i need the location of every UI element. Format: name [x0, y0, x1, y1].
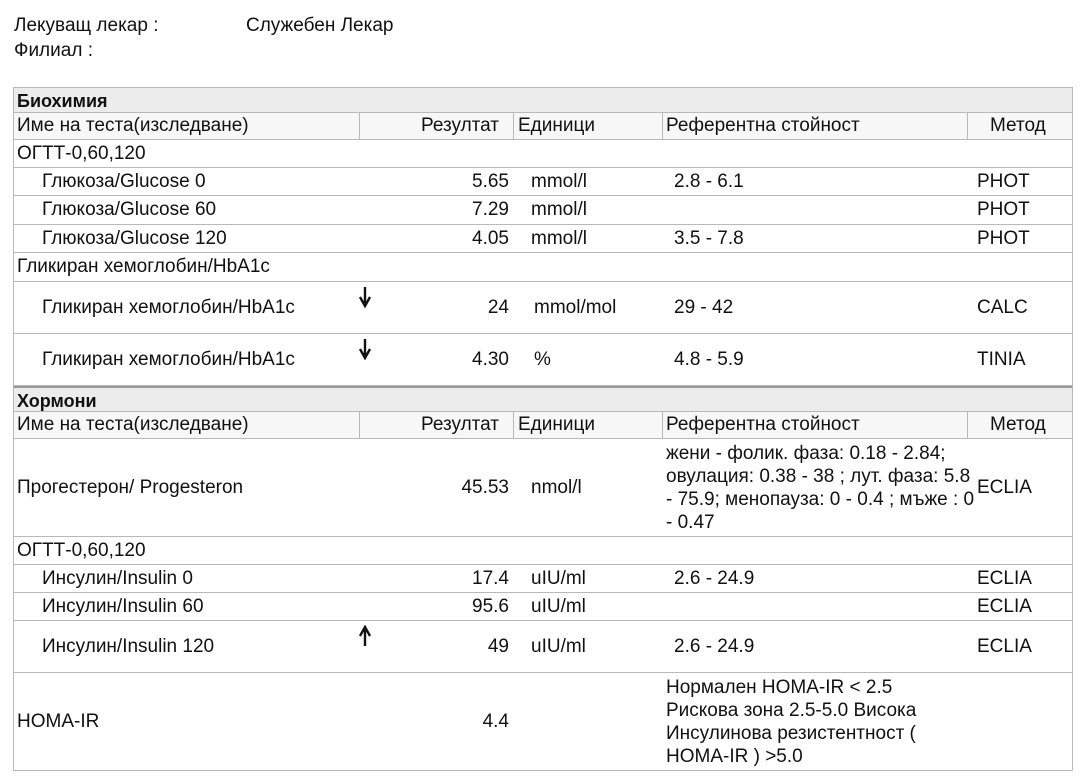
test-result: 24	[487, 296, 509, 318]
table-row	[13, 334, 1073, 386]
test-reference: 29 - 42	[674, 296, 734, 318]
test-units: mmol/l	[531, 227, 587, 249]
doctor-line	[14, 15, 394, 37]
test-method: ECLIA	[977, 635, 1032, 657]
table-row	[13, 673, 1073, 771]
test-reference: 2.6 - 24.9	[674, 635, 755, 657]
test-reference: Нормален HOMA-IR < 2.5 Рискова зона 2.5-5.0 Висока Инсулинова резистентност ( HOMA-IR ) >5.0	[666, 676, 917, 767]
test-result: 95.6	[472, 595, 509, 617]
col-result-header: Резултат	[421, 414, 499, 435]
test-method: ECLIA	[977, 595, 1032, 617]
col-reference-header: Референтна стойност	[666, 115, 860, 136]
test-units: mmol/mol	[534, 296, 617, 318]
group-row	[13, 140, 1073, 168]
test-units: mmol/l	[531, 199, 587, 220]
test-name: Гликиран хемоглобин/HbA1c	[42, 296, 295, 318]
test-result: 7.29	[472, 199, 509, 220]
test-method: ECLIA	[977, 476, 1032, 498]
column-header-row	[13, 412, 1073, 439]
lab-report-table	[13, 87, 1073, 771]
arrow-up-icon	[358, 625, 372, 647]
branch-label: Филиал :	[14, 40, 93, 61]
group-row	[13, 537, 1073, 565]
test-method: TINIA	[977, 348, 1026, 370]
col-reference-header: Референтна стойност	[666, 414, 860, 435]
test-name: Прогестерон/ Progesteron	[17, 476, 244, 498]
test-reference: 3.5 - 7.8	[674, 227, 744, 249]
table-row	[13, 621, 1073, 673]
test-name: Глюкоза/Glucose 60	[42, 199, 217, 220]
col-result-header: Резултат	[421, 115, 499, 136]
test-result: 4.05	[472, 227, 509, 249]
test-units: nmol/l	[531, 476, 582, 498]
test-units: %	[534, 348, 551, 370]
test-method: PHOT	[977, 199, 1030, 220]
test-method: ECLIA	[977, 567, 1032, 589]
group-label: ОГТТ-0,60,120	[17, 539, 146, 561]
branch-line	[14, 40, 93, 62]
col-units-header: Единици	[518, 115, 595, 136]
table-row	[13, 439, 1073, 537]
test-units: uIU/ml	[531, 595, 586, 617]
arrow-down-icon	[358, 286, 372, 308]
col-method-header: Метод	[990, 115, 1046, 136]
group-label: ОГТТ-0,60,120	[17, 142, 146, 164]
test-reference: 2.8 - 6.1	[674, 170, 744, 192]
test-reference: жени - фолик. фаза: 0.18 - 2.84; овулация: 0.38 - 38 ; лут. фаза: 5.8 - 75.9; менопауза: 0 - 0.4 ; мъже : 0 - 0.47	[666, 442, 975, 533]
doctor-label: Лекуващ лекар :	[14, 15, 159, 36]
test-method: PHOT	[977, 227, 1030, 249]
test-method: PHOT	[977, 170, 1030, 192]
test-units: uIU/ml	[531, 635, 586, 657]
col-name-header: Име на теста(изследване)	[17, 414, 249, 435]
test-result: 49	[487, 635, 509, 657]
test-name: Глюкоза/Glucose 120	[42, 227, 227, 249]
test-result: 45.53	[461, 476, 509, 498]
test-name: Инсулин/Insulin 0	[42, 567, 193, 589]
table-row	[13, 168, 1073, 196]
test-reference: 2.6 - 24.9	[674, 567, 755, 589]
test-name: HOMA-IR	[17, 710, 100, 732]
test-result: 17.4	[472, 567, 509, 589]
table-row	[13, 282, 1073, 334]
group-row	[13, 253, 1073, 282]
test-result: 4.4	[482, 710, 509, 732]
table-row	[13, 593, 1073, 621]
test-reference: 4.8 - 5.9	[674, 348, 744, 370]
arrow-down-icon	[358, 338, 372, 360]
test-method: CALC	[977, 296, 1028, 318]
table-row	[13, 565, 1073, 593]
section-title-hormones: Хормони	[13, 386, 1073, 412]
table-row	[13, 196, 1073, 225]
table-row	[13, 225, 1073, 253]
test-result: 5.65	[472, 170, 509, 192]
test-units: mmol/l	[531, 170, 587, 192]
test-name: Инсулин/Insulin 60	[42, 595, 204, 617]
doctor-value: Служебен Лекар	[246, 15, 394, 36]
col-name-header: Име на теста(изследване)	[17, 115, 249, 136]
test-name: Глюкоза/Glucose 0	[42, 170, 206, 192]
section-title-biochemistry: Биохимия	[13, 87, 1073, 113]
test-name: Гликиран хемоглобин/HbA1c	[42, 348, 295, 370]
col-method-header: Метод	[990, 414, 1046, 435]
test-result: 4.30	[472, 348, 509, 370]
col-units-header: Единици	[518, 414, 595, 435]
column-header-row	[13, 113, 1073, 140]
test-units: uIU/ml	[531, 567, 586, 589]
test-name: Инсулин/Insulin 120	[42, 635, 215, 657]
group-label: Гликиран хемоглобин/HbA1c	[17, 256, 270, 277]
